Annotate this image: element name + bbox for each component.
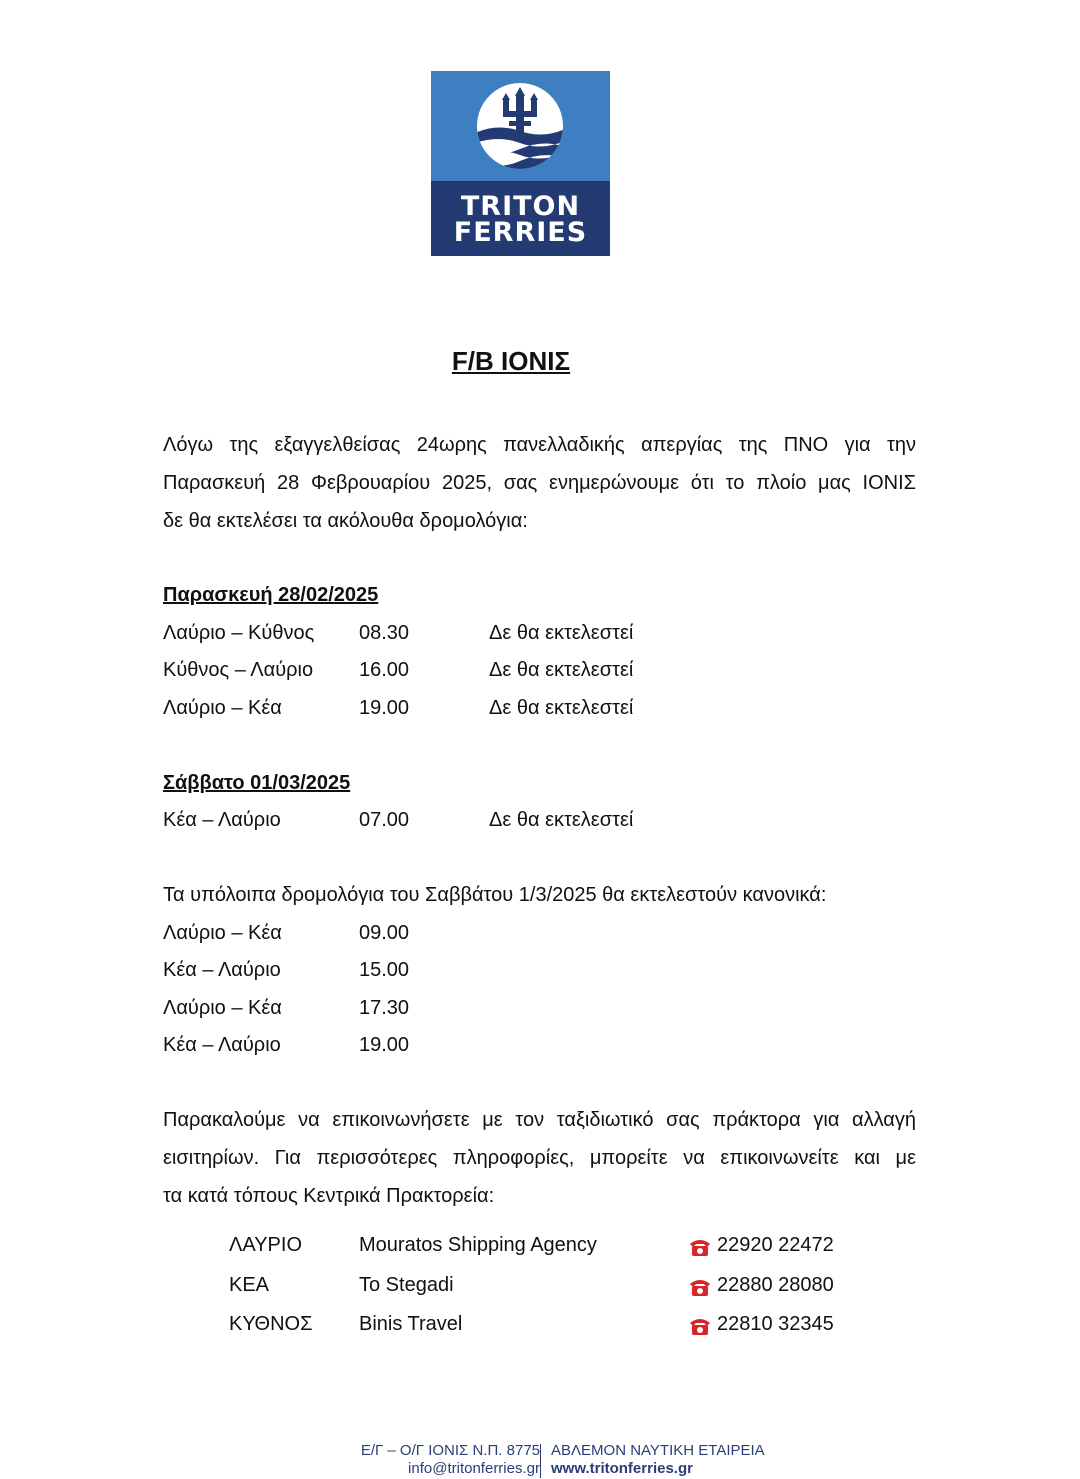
friday-heading: Παρασκευή 28/02/2025	[163, 584, 379, 606]
trident-wave-emblem-icon	[475, 81, 565, 171]
telephone-icon	[688, 1316, 712, 1342]
telephone-icon	[688, 1237, 712, 1263]
route: Κέα – Λαύριο	[163, 959, 281, 981]
status: Δε θα εκτελεστεί	[489, 809, 634, 831]
agency-city: ΚΕΑ	[229, 1274, 270, 1296]
remaining-text: Τα υπόλοιπα δρομολόγια του Σαββάτου 1/3/2025 θα εκτελεστούν κανονικά:	[163, 884, 827, 906]
route: Κέα – Λαύριο	[163, 1034, 281, 1056]
departure-time: 19.00	[359, 697, 410, 719]
page-footer	[340, 1442, 790, 1478]
footer-left	[361, 1442, 540, 1478]
route: Λαύριο – Κέα	[163, 997, 282, 1019]
footer-right	[551, 1442, 765, 1478]
footer-divider	[540, 1444, 541, 1478]
departure-time: 15.00	[359, 959, 410, 981]
agency-city: ΚΥΘΝΟΣ	[229, 1313, 313, 1335]
departure-time: 16.00	[359, 659, 410, 681]
agency-name: Mouratos Shipping Agency	[359, 1234, 597, 1256]
footer-vessel-registration: Ε/Γ – Ο/Γ ΙΟΝΙΣ Ν.Π. 8775	[360, 1442, 540, 1459]
saturday-heading: Σάββατο 01/03/2025	[163, 772, 351, 794]
footer-company-name: ΑΒΛΕΜΟΝ ΝΑΥΤΙΚΗ ΕΤΑΙΡΕΙΑ	[551, 1442, 765, 1459]
agency-name: Binis Travel	[359, 1313, 463, 1335]
page-title: F/B ΙΟΝΙΣ	[451, 346, 571, 376]
triton-ferries-logo	[431, 71, 610, 256]
route: Λαύριο – Κύθνος	[163, 622, 315, 644]
status: Δε θα εκτελεστεί	[489, 622, 634, 644]
intro-line: Λόγω της εξαγγελθείσας 24ωρης πανελλαδικής απεργίας της ΠΝΟ για την	[163, 434, 916, 456]
route: Λαύριο – Κέα	[163, 697, 282, 719]
agency-phone: 22810 32345	[717, 1313, 834, 1335]
departure-time: 07.00	[359, 809, 410, 831]
route: Κέα – Λαύριο	[163, 809, 281, 831]
departure-time: 08.30	[359, 622, 410, 644]
intro-paragraph	[163, 426, 916, 540]
logo-line-1: TRITON	[460, 191, 581, 222]
telephone-icon	[688, 1277, 712, 1303]
contact-paragraph	[163, 1101, 916, 1215]
status: Δε θα εκτελεστεί	[489, 697, 634, 719]
status: Δε θα εκτελεστεί	[489, 659, 634, 681]
intro-line: Παρασκευή 28 Φεβρουαρίου 2025, σας ενημερώνουμε ότι το πλοίο μας ΙΟΝΙΣ	[163, 472, 916, 494]
logo-line-2: FERRIES	[453, 217, 588, 248]
departure-time: 17.30	[359, 997, 410, 1019]
contact-line: τα κατά τόπους Κεντρικά Πρακτορεία:	[163, 1185, 495, 1207]
footer-email: info@tritonferries.gr	[408, 1460, 540, 1477]
contact-line: εισιτηρίων. Για περισσότερες πληροφορίες, μπορείτε να επικοινωνείτε και με	[163, 1147, 916, 1169]
agency-name: To Stegadi	[359, 1274, 454, 1296]
departure-time: 19.00	[359, 1034, 410, 1056]
contact-line: Παρακαλούμε να επικοινωνήσετε με τον ταξιδιωτικό σας πράκτορα για αλλαγή	[163, 1109, 916, 1131]
agency-phone: 22920 22472	[717, 1234, 834, 1256]
route: Κύθνος – Λαύριο	[163, 659, 314, 681]
intro-line: δε θα εκτελέσει τα ακόλουθα δρομολόγια:	[163, 510, 528, 532]
route: Λαύριο – Κέα	[163, 922, 282, 944]
footer-website: www.tritonferries.gr	[551, 1460, 693, 1477]
departure-time: 09.00	[359, 922, 410, 944]
agency-phone: 22880 28080	[717, 1274, 834, 1296]
agency-city: ΛΑΥΡΙΟ	[229, 1234, 303, 1256]
